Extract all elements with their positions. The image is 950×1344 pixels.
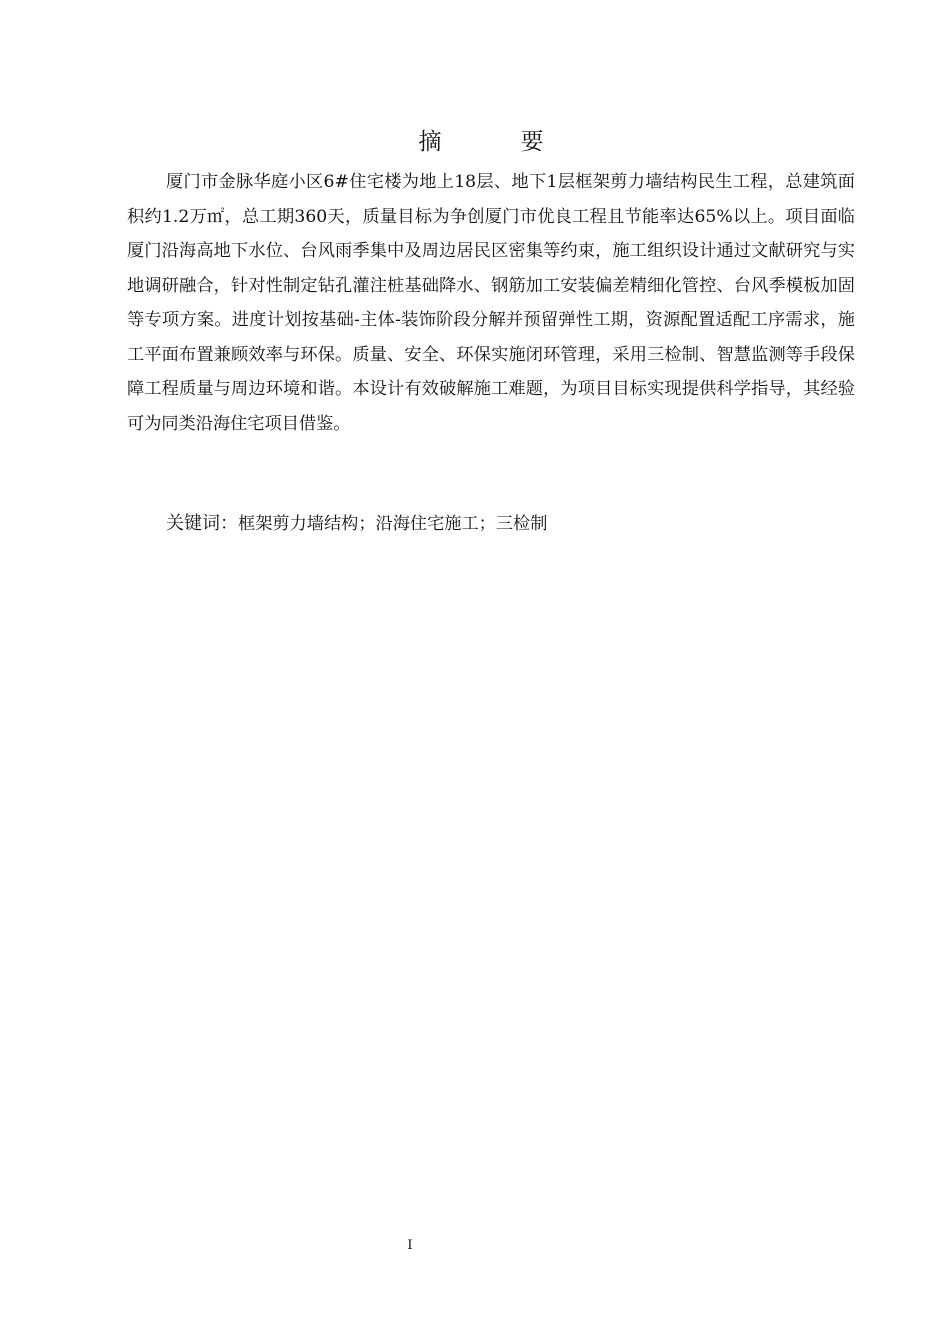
keywords-list: 框架剪力墙结构；沿海住宅施工；三检制 [238, 514, 548, 534]
keywords-line [166, 507, 846, 541]
page-number: I [407, 1238, 413, 1253]
abstract-title: 摘 要 [418, 129, 572, 155]
abstract-body: 厦门市金脉华庭小区6#住宅楼为地上18层、地下1层框架剪力墙结构民生工程，总建筑面积约1.2万㎡，总工期360天，质量目标为争创厦门市优良工程且节能率达65%以上。项目面临厦门沿海高地下水位、台风雨季集中及周边居民区密集等约束，施工组织设计通过文献研究与实地调研融合，针对性制定钻孔灌注桩基础降水、钢筋加工安装偏差精细化管控、台风季模板加固等专项方案。进度计划按基础-主体-装饰阶段分解并预留弹性工期，资源配置适配工序需求，施工平面布置兼顾效率与环保。质量、安全、环保实施闭环管理，采用三检制、智慧监测等手段保障工程质量与周边环境和谐。本设计有效破解施工难题，为项目目标实现提供科学指导，其经验可为同类沿海住宅项目借鉴。 [127, 172, 855, 434]
keywords-label: 关键词： [166, 513, 238, 534]
